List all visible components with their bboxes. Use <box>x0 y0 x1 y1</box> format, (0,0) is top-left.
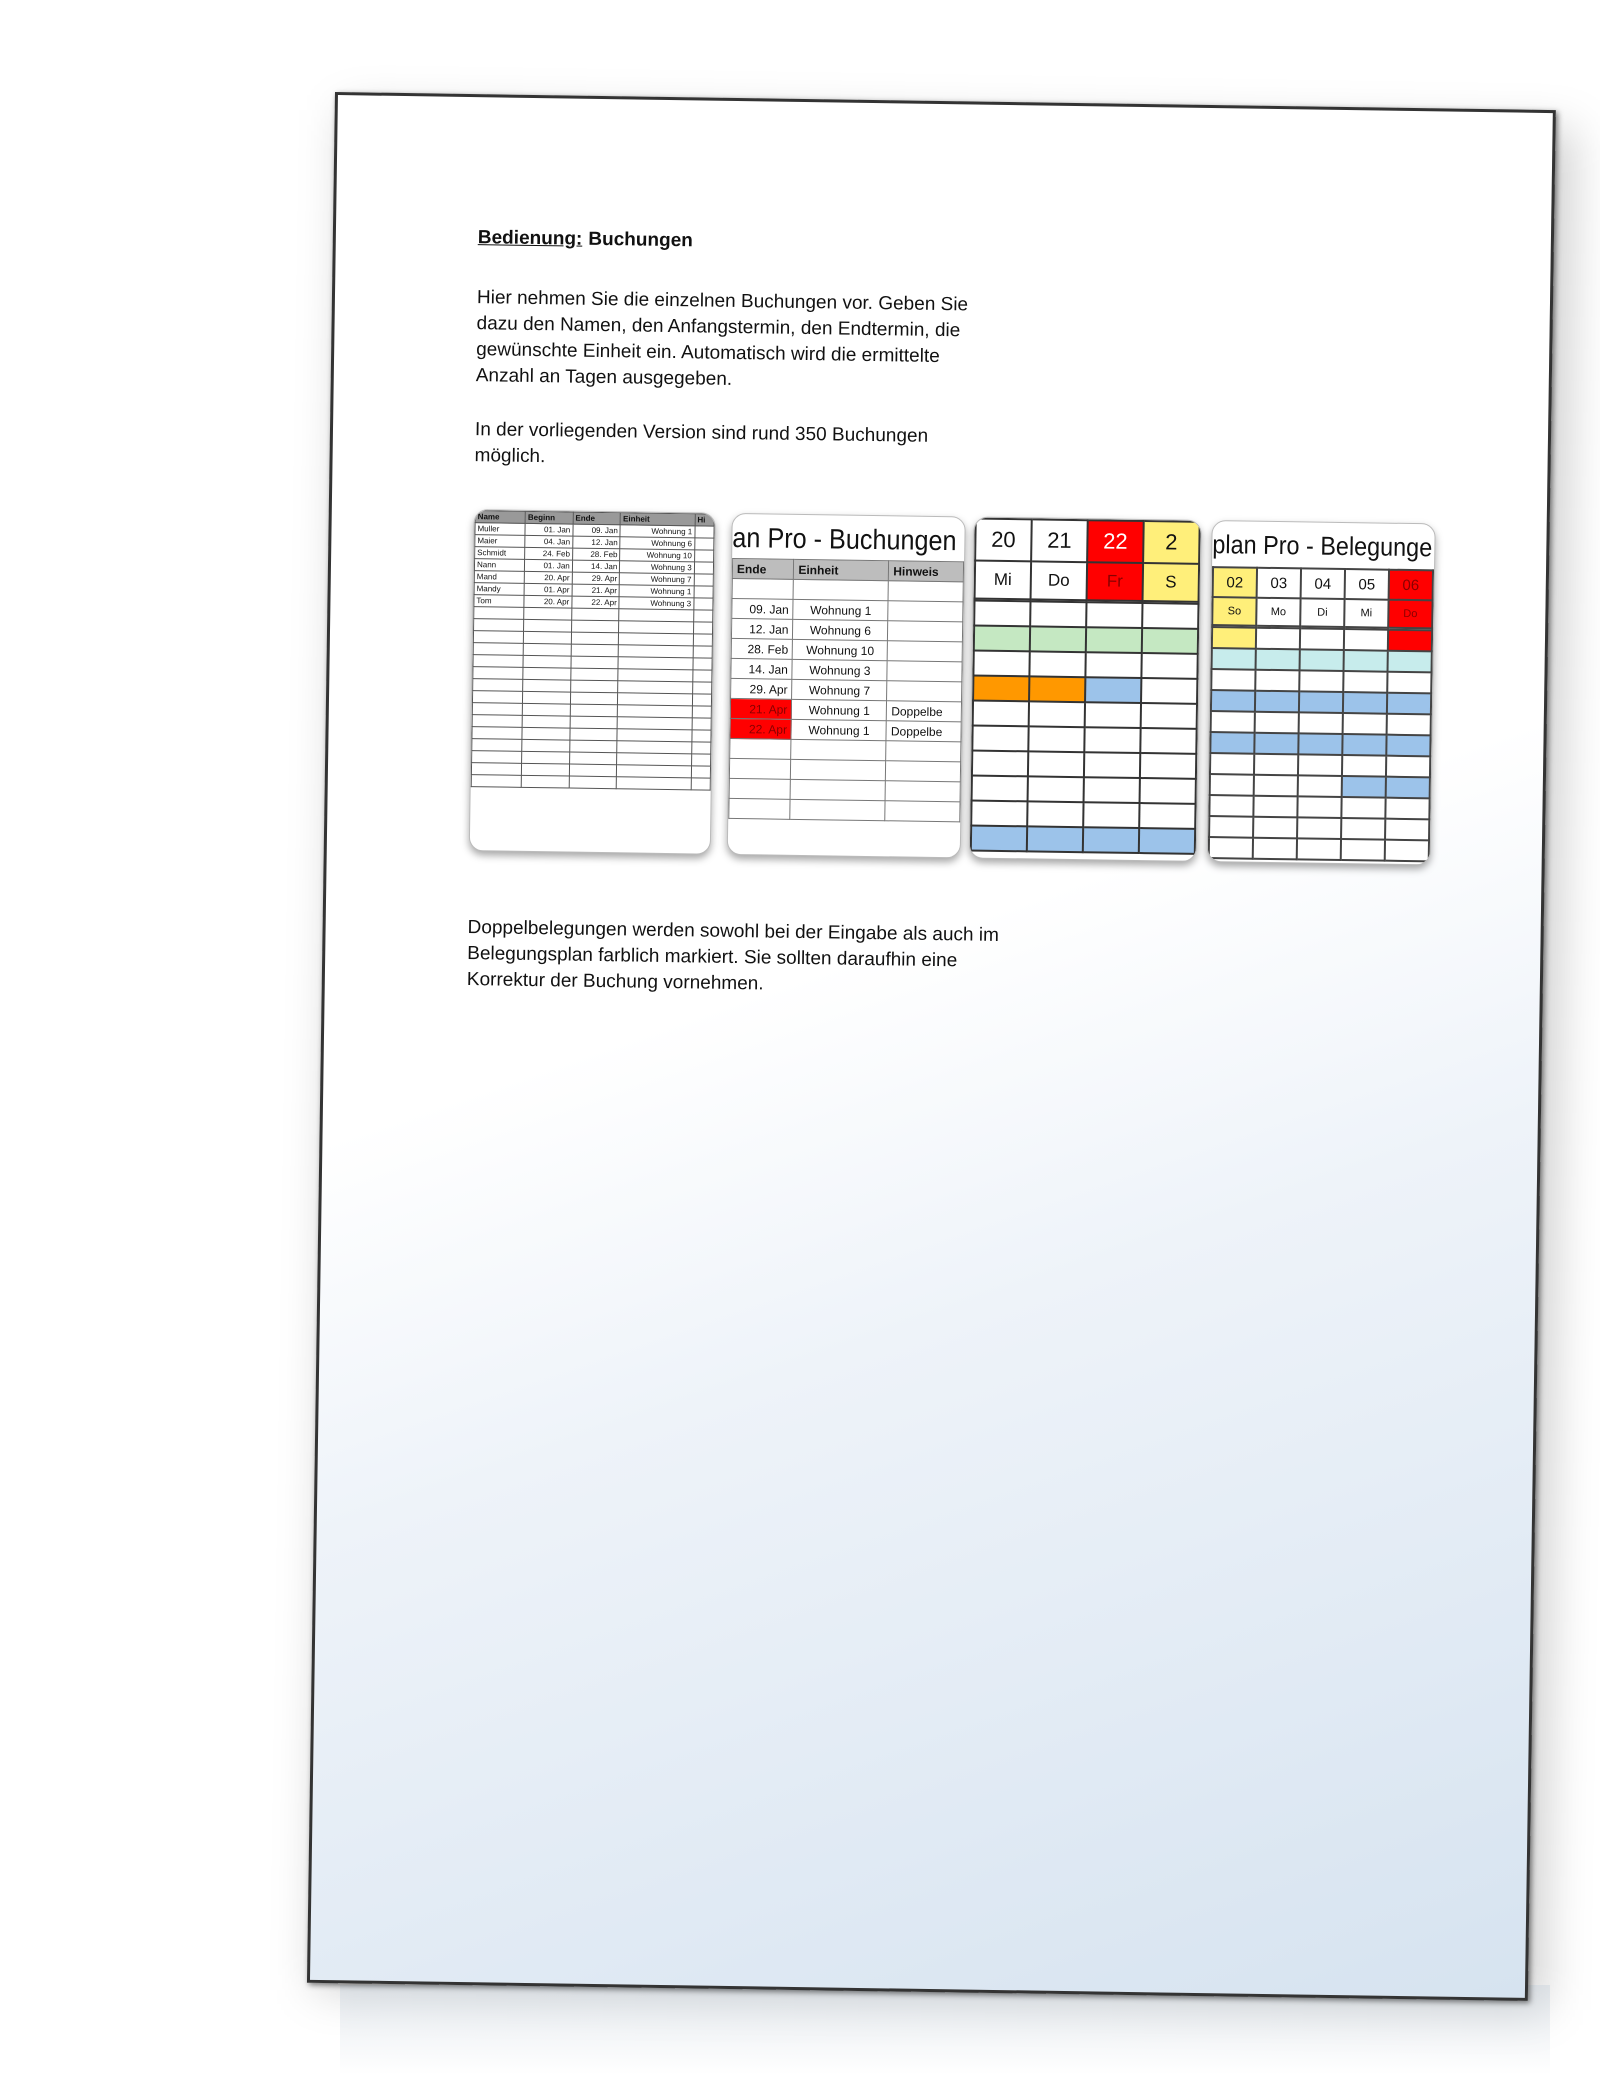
capacity-paragraph: In der vorliegenden Version sind rund 350 Buchungen möglich. <box>474 419 929 468</box>
table-cell: 20. Apr <box>524 571 572 584</box>
booking-list-body <box>471 523 714 791</box>
day-number-conflict: 22 <box>1087 520 1144 563</box>
intro-paragraph: Hier nehmen Sie die einzelnen Buchungen vor. Geben Sie dazu den Namen, den Anfangstermin, den Endtermin, die gewünschte Einheit ein. Automatisch wird die ermittelte Anzahl an Tagen ausgegeben. <box>475 287 969 390</box>
table-cell: Wohnung 6 <box>793 619 888 640</box>
table-cell <box>887 681 962 702</box>
day-name-row <box>975 561 1200 602</box>
page-heading <box>478 227 1378 262</box>
day-name-weekend: S <box>1143 563 1200 602</box>
table-cell <box>694 586 713 598</box>
plan-grid <box>1208 626 1433 862</box>
column-header: Name <box>475 511 525 524</box>
column-header: Beginn <box>525 511 573 524</box>
table-cell: Wohnung 1 <box>792 699 887 720</box>
table-cell: 22. Apr <box>572 596 620 609</box>
bookings-body <box>729 578 964 821</box>
calendar-header <box>974 518 1201 603</box>
table-cell: Mand <box>474 571 524 584</box>
table-cell: Wohnung 10 <box>793 639 888 660</box>
table-cell: Wohnung 1 <box>619 585 694 598</box>
grid-row <box>973 701 1197 729</box>
day-number-weekend: 2 <box>1143 521 1200 564</box>
grid-row <box>973 676 1197 704</box>
column-header: Ende <box>573 512 621 525</box>
table-cell <box>695 526 714 538</box>
table-cell: 21. Apr <box>572 584 620 597</box>
day-name-conflict: Do <box>1388 600 1432 629</box>
table-cell <box>694 562 713 574</box>
screenshot-thumbnails <box>468 509 1473 884</box>
table-cell: 12. Jan <box>573 536 621 549</box>
column-header: Einheit <box>794 559 889 580</box>
table-cell: Wohnung 7 <box>792 679 887 700</box>
table-cell: 04. Jan <box>525 535 573 548</box>
table-cell: Maier <box>475 535 525 548</box>
table-cell <box>694 550 713 562</box>
table-cell: 12. Jan <box>731 618 793 639</box>
day-name: Mi <box>1344 599 1388 628</box>
table-cell: 14. Jan <box>572 560 620 573</box>
table-cell: 29. Apr <box>731 678 793 699</box>
column-header: Hi <box>695 514 714 526</box>
heading-title: Buchungen <box>588 228 693 252</box>
conflict-paragraph: Doppelbelegungen werden sowohl bei der Eingabe als auch im Belegungsplan farblich markiert. Sie sollten daraufhin eine Korrektur der Buchung vornehmen. <box>466 917 1000 995</box>
table-cell <box>887 661 962 682</box>
table-cell: 09. Jan <box>732 598 794 619</box>
grid-row <box>972 751 1196 779</box>
thumbnail-title: plan Pro - Belegunge <box>1212 529 1433 563</box>
table-cell: Wohnung 3 <box>620 561 695 574</box>
table-cell: Muller <box>475 523 525 536</box>
bookings-table <box>728 558 964 822</box>
thumbnail-title: an Pro - Buchungen <box>732 521 957 557</box>
day-number: 21 <box>1031 519 1088 562</box>
table-cell: 29. Apr <box>572 572 620 585</box>
day-name-row <box>1212 597 1432 628</box>
day-name: Di <box>1300 598 1344 627</box>
booking-list-table <box>471 510 715 791</box>
column-header: Einheit <box>620 513 695 526</box>
grid-row <box>971 801 1195 829</box>
day-number: 05 <box>1345 569 1389 600</box>
table-cell: 20. Apr <box>524 595 572 608</box>
day-name: Mi <box>975 561 1032 600</box>
column-header: Hinweis <box>889 561 964 582</box>
table-cell: Wohnung 6 <box>620 537 695 550</box>
table-cell: Doppelbe <box>887 701 962 722</box>
table-cell: 28. Feb <box>572 548 620 561</box>
table-cell <box>694 574 713 586</box>
table-cell: 28. Feb <box>731 638 793 659</box>
day-name-conflict: Fr <box>1087 562 1144 601</box>
document-page <box>307 92 1556 2001</box>
table-cell: Wohnung 7 <box>620 573 695 586</box>
table-row-empty <box>471 775 710 791</box>
table-cell: Schmidt <box>475 547 525 560</box>
table-row-empty <box>729 798 960 821</box>
table-cell: 01. Jan <box>525 523 573 536</box>
table-cell: Doppelbe <box>886 721 961 742</box>
grid-row <box>972 726 1196 754</box>
day-number: 03 <box>1257 568 1301 599</box>
column-header: Ende <box>732 558 794 579</box>
day-number-conflict: 06 <box>1389 570 1433 601</box>
day-number: 04 <box>1301 568 1345 599</box>
table-cell: Wohnung 10 <box>620 549 695 562</box>
table-cell: 01. Jan <box>525 559 573 572</box>
table-cell <box>887 641 962 662</box>
table-cell: Wohnung 1 <box>791 719 886 740</box>
grid-row <box>971 826 1195 854</box>
grid-row <box>974 626 1198 654</box>
thumbnail-calendar-zoom <box>969 517 1202 862</box>
grid-row <box>974 601 1198 629</box>
table-cell: Mandy <box>474 583 524 596</box>
table-cell: Wohnung 3 <box>619 597 694 610</box>
table-cell: 24. Feb <box>525 547 573 560</box>
heading-label: Bedienung: <box>477 227 583 250</box>
day-name: Do <box>1031 561 1088 600</box>
day-name: Mo <box>1256 598 1300 627</box>
day-number-weekend: 02 <box>1213 567 1257 598</box>
table-cell: 21. Apr <box>730 698 792 719</box>
thumbnail-booking-list <box>469 509 716 855</box>
table-cell: Wohnung 1 <box>793 599 888 620</box>
thumbnail-bookings-form <box>727 513 966 858</box>
grid-row <box>973 651 1197 679</box>
table-cell <box>694 538 713 550</box>
calendar-grid <box>970 600 1200 855</box>
table-cell: 14. Jan <box>731 658 793 679</box>
day-name-weekend: So <box>1212 597 1256 626</box>
page-content <box>466 227 1433 1006</box>
table-cell: Wohnung 3 <box>792 659 887 680</box>
table-cell <box>694 598 713 610</box>
day-number: 20 <box>975 519 1032 562</box>
day-number-row <box>975 519 1200 564</box>
table-cell <box>888 621 963 642</box>
table-cell: 22. Apr <box>730 718 792 739</box>
grid-row <box>1209 837 1429 861</box>
day-number-row <box>1213 567 1433 600</box>
table-cell: Nann <box>474 559 524 572</box>
table-cell: Tom <box>474 595 524 608</box>
grid-row <box>972 776 1196 804</box>
table-cell: 09. Jan <box>573 524 621 537</box>
thumbnail-occupancy-plan <box>1207 520 1436 865</box>
table-cell: Wohnung 1 <box>620 525 695 538</box>
table-cell <box>888 601 963 622</box>
table-cell: 01. Apr <box>524 583 572 596</box>
plan-header <box>1211 566 1434 629</box>
